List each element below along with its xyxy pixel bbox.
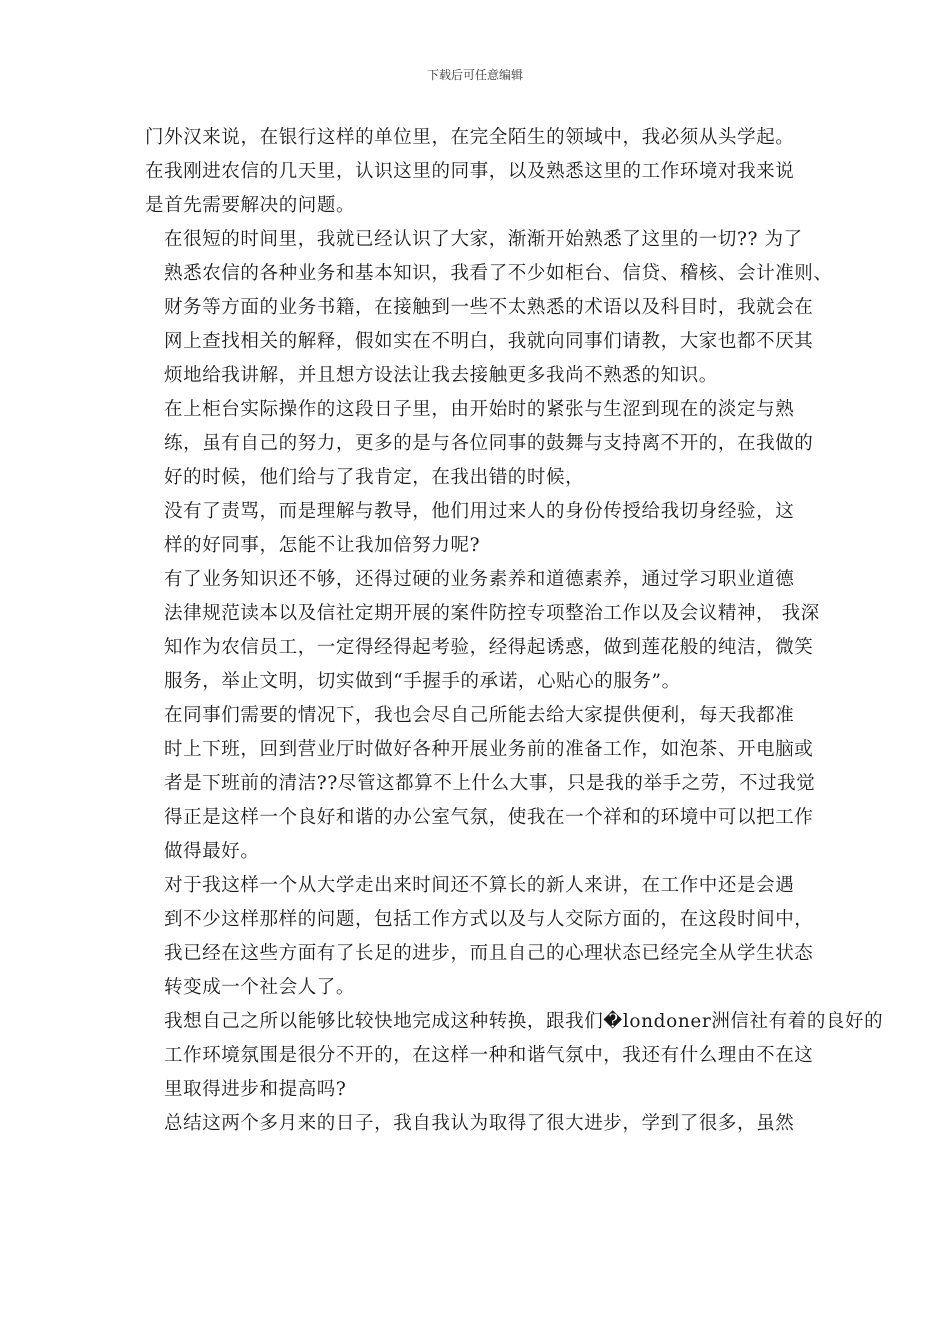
text-line: 烦地给我讲解，并且想方设法让我去接触更多我尚不熟悉的知识。 bbox=[164, 365, 718, 386]
text-line: 我已经在这些方面有了长足的进步，而且自己的心理状态已经完全从学生状态 bbox=[164, 943, 814, 964]
text-line: 工作环境氛围是很分不开的，在这样一种和谐气氛中，我还有什么理由不在这 bbox=[164, 1045, 814, 1066]
paragraph bbox=[145, 869, 825, 1005]
text-line: 我想自己之所以能够比较快地完成这种转换，跟我们�londoner洲信社有着的良好的 bbox=[164, 1011, 884, 1032]
paragraph bbox=[145, 495, 825, 563]
paragraph bbox=[145, 563, 825, 699]
document-body bbox=[145, 121, 884, 1141]
text-line: 练，虽有自己的努力，更多的是与各位同事的鼓舞与支持离不开的，在我做的 bbox=[164, 433, 814, 454]
text-line: 转变成一个社会人了。 bbox=[164, 977, 356, 998]
text-line: 得正是这样一个良好和谐的办公室气氛，使我在一个祥和的环境中可以把工作 bbox=[164, 807, 814, 828]
text-line: 没有了责骂，而是理解与教导，他们用过来人的身份传授给我切身经验，这 bbox=[164, 501, 795, 522]
paragraph bbox=[145, 393, 825, 495]
text-line: 在我刚进农信的几天里，认识这里的同事，以及熟悉这里的工作环境对我来说 bbox=[145, 161, 795, 182]
text-line: 者是下班前的清洁??尽管这都算不上什么大事，只是我的举手之劳，不过我觉 bbox=[164, 773, 816, 794]
text-line: 好的时候，他们给与了我肯定，在我出错的时候， bbox=[164, 467, 585, 488]
text-line: 在很短的时间里，我就已经认识了大家，渐渐开始熟悉了这里的一切?? 为了 bbox=[164, 229, 803, 250]
text-line: 到不少这样那样的问题，包括工作方式以及与人交际方面的，在这段时间中， bbox=[164, 909, 814, 930]
text-line: 时上下班，回到营业厅时做好各种开展业务前的准备工作，如泡茶、开电脑或 bbox=[164, 739, 814, 760]
text-line: 财务等方面的业务书籍，在接触到一些不太熟悉的术语以及科目时，我就会在 bbox=[164, 297, 814, 318]
text-line: 服务，举止文明，切实做到“手握手的承诺，心贴心的服务”。 bbox=[164, 671, 681, 692]
text-line: 知作为农信员工，一定得经得起考验，经得起诱惑，做到莲花般的纯洁，微笑 bbox=[164, 637, 814, 658]
page-header-note: 下载后可任意编辑 bbox=[426, 68, 523, 82]
paragraph bbox=[145, 121, 825, 223]
text-line: 样的好同事，怎能不让我加倍努力呢? bbox=[164, 535, 481, 556]
text-line: 门外汉来说，在银行这样的单位里，在完全陌生的领域中，我必须从头学起。 bbox=[145, 127, 795, 148]
paragraph bbox=[145, 1005, 884, 1107]
text-line: 熟悉农信的各种业务和基本知识，我看了不少如柜台、信贷、稽核、会计准则、 bbox=[164, 263, 833, 284]
text-line: 有了业务知识还不够，还得过硬的业务素养和道德素养，通过学习职业道德 bbox=[164, 569, 795, 590]
paragraph bbox=[145, 1107, 825, 1141]
text-line: 是首先需要解决的问题。 bbox=[145, 195, 356, 216]
text-line: 在上柜台实际操作的这段日子里，由开始时的紧张与生涩到现在的淡定与熟 bbox=[164, 399, 795, 420]
text-line: 做得最好。 bbox=[164, 841, 260, 862]
paragraph bbox=[145, 699, 825, 869]
text-line: 里取得进步和提高吗? bbox=[164, 1079, 347, 1100]
text-line: 法律规范读本以及信社定期开展的案件防控专项整治工作以及会议精神， 我深 bbox=[164, 603, 820, 624]
text-line: 网上查找相关的解释，假如实在不明白，我就向同事们请教，大家也都不厌其 bbox=[164, 331, 814, 352]
text-line: 对于我这样一个从大学走出来时间还不算长的新人来讲，在工作中还是会遇 bbox=[164, 875, 795, 896]
text-line: 在同事们需要的情况下，我也会尽自己所能去给大家提供便利，每天我都准 bbox=[164, 705, 795, 726]
text-line: 总结这两个多月来的日子，我自我认为取得了很大进步，学到了很多，虽然 bbox=[164, 1113, 795, 1134]
paragraph bbox=[145, 223, 833, 393]
